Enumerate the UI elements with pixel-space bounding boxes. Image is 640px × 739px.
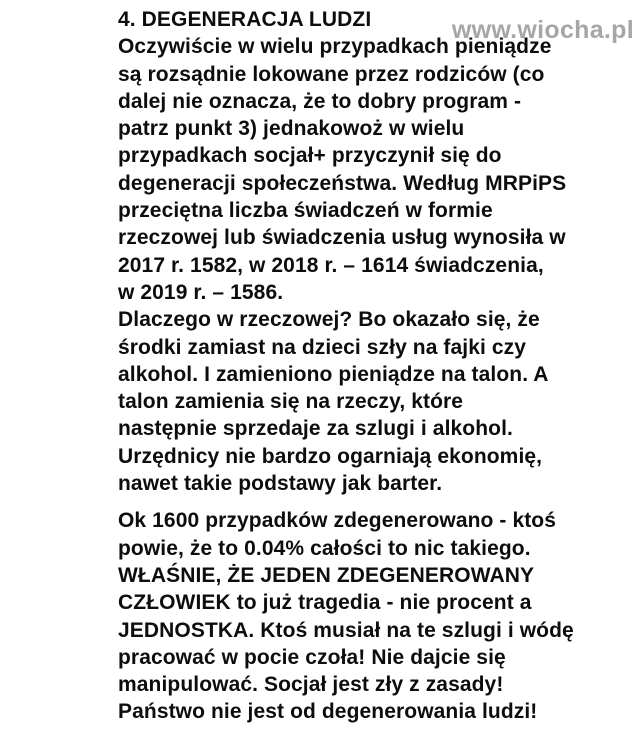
text-line: następnie sprzedaje za szlugi i alkohol. — [118, 417, 513, 441]
site-watermark: www.wiocha.pl — [451, 16, 634, 44]
text-line: przeciętna liczba świadczeń w formie — [118, 199, 493, 223]
text-line: rzeczowej lub świadczenia usług wynosiła w — [118, 226, 566, 250]
text-line: manipulować. Socjał jest zły z zasady! — [118, 673, 504, 697]
article-text — [118, 6, 632, 726]
text-line: przypadkach socjał+ przyczynił się do — [118, 144, 502, 168]
text-line: w 2019 r. – 1586. — [118, 280, 284, 304]
text-line: talon zamienia się na rzeczy, które — [118, 390, 464, 414]
text-line: Dlaczego w rzeczowej? Bo okazało się, że — [118, 308, 540, 332]
text-line: Oczywiście w wielu przypadkach pieniądze — [118, 35, 552, 59]
text-line: Państwo nie jest od degenerowania ludzi! — [118, 700, 538, 724]
text-line: nawet takie podstawy jak barter. — [118, 472, 443, 496]
text-line: dalej nie oznacza, że to dobry program - — [118, 89, 522, 113]
text-line: CZŁOWIEK to już tragedia - nie procent a — [118, 591, 532, 615]
paragraph-spacer — [118, 497, 632, 507]
text-line: 2017 r. 1582, w 2018 r. – 1614 świadczenia, — [118, 253, 544, 277]
paragraph-1 — [118, 33, 632, 497]
text-line: JEDNOSTKA. Ktoś musiał na te szlugi i wódę — [118, 618, 574, 642]
text-line: Ok 1600 przypadków zdegenerowano - ktoś — [118, 509, 557, 533]
section-heading: 4. DEGENERACJA LUDZI — [118, 8, 372, 31]
text-line: środki zamiast na dzieci szły na fajki czy — [118, 335, 527, 359]
paragraph-2 — [118, 507, 632, 725]
text-line: pracować w pocie czoła! Nie dajcie się — [118, 645, 506, 669]
text-line: WŁAŚNIE, ŻE JEDEN ZDEGENEROWANY — [118, 563, 535, 587]
text-line: powie, że to 0.04% całości to nic takiego. — [118, 536, 531, 560]
text-line: alkohol. I zamieniono pieniądze na talon. A — [118, 362, 549, 386]
text-line: patrz punkt 3) jednakowoż w wielu — [118, 117, 465, 141]
text-line: degeneracji społeczeństwa. Według MRPiPS — [118, 171, 567, 195]
text-line: Urzędnicy nie bardzo ogarniają ekonomię, — [118, 444, 543, 468]
text-line: są rozsądnie lokowane przez rodziców (co — [118, 62, 545, 86]
